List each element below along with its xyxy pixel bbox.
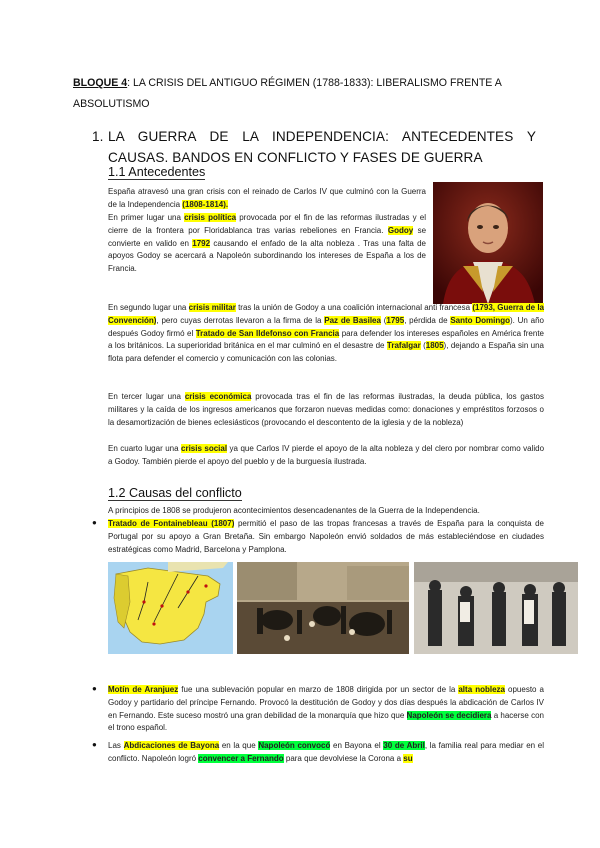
bullet-fontainebleau: Tratado de Fontainebleau (1807) permitió el paso de las tropas francesas a través de España para la conquista de Portugal por su apoyo a Gran Bretaña. Sin embargo Napoleón envió soldados de más estableciéndose en ciudades estratégicas como Madrid, Barcelona y Pamplona. [108,519,545,554]
section-title: LA GUERRA DE LA INDEPENDENCIA: ANTECEDENTES Y CAUSAS. BANDOS EN CONFLICTO Y FASES DE GUERRA [108,129,536,165]
highlight-dates: (1808-1814). [182,199,229,209]
paragraph-causas-intro: A principios de 1808 se produjeron acontecimientos desencadenantes de la Guerra de la Independencia. [108,506,480,515]
document-header [73,73,543,115]
header-title: : LA CRISIS DEL ANTIGUO RÉGIMEN (1788-1833): LIBERALISMO FRENTE A ABSOLUTISMO [73,77,502,110]
bullet-marker: ● [92,518,97,527]
bullet-motin-aranjuez: Motín de Aranjuez fue una sublevación popular en marzo de 1808 dirigida por un sector de la alta nobleza opuesto a Godoy y partidario del príncipe Fernando. Provocó la destitución de Godoy y dos días después la abdicación de Carlos IV en Fernando. Este suceso mostró una gran debilidad de la monarquía que hizo que Napoleón se decidiera a hacerse con el trono español. [108,685,544,733]
godoy-portrait-image [433,182,543,304]
subheading-antecedentes: 1.1 Antecedentes [108,165,206,179]
paragraph-crisis-social: En cuarto lugar una crisis social ya que Carlos IV pierde el apoyo de la alta nobleza y del clero por nombrar como valido a Godoy. También pierde el apoyo del pueblo y de la burguesía ilustrada. [108,444,545,466]
subheading-causas: 1.2 Causas del conflicto [108,486,242,500]
paragraph-crisis-militar: En segundo lugar una crisis militar tras la unión de Godoy a una coalición internacional anti francesa (1793, Guerra de la Convención), pero cuyas derrotas llevaron a la firma de la Paz de Basilea (1795, pérdida de Santo Domingo). Un año después Godoy firmó el Tratado de San Ildefonso con Francia para defender los intereses españoles en América frente a los británicos. La superioridad británica en el mar culminó en el desastre de Trafalgar (1805), dejando a España sin una flota para defender el comercio y comunicación con las colonias. [108,303,545,364]
battle-painting-image [237,562,409,654]
map-of-spain-image [108,562,233,654]
bullet-marker: ● [92,684,97,693]
bloque-label: BLOQUE 4 [73,77,128,89]
bullet-marker: ● [92,740,97,749]
abdication-engraving-image [414,562,578,654]
paragraph-intro: España atravesó una gran crisis con el reinado de Carlos IV que culminó con la Guerra de la Independencia (1808-1814). [108,187,426,209]
paragraph-crisis-politica: En primer lugar una crisis política provocada por el fin de las reformas ilustradas y el cierre de la frontera por Floridablanca tras varias rebeliones en Francia. Godoy se convierte en valido en 1792 causando el enfado de la alta nobleza . Tras una falta de apoyos Godoy se acercará a Napoleón subordinando los intereses de España a los de Francia. [108,213,427,274]
bullet-abdicaciones-bayona: Las Abdicaciones de Bayona en la que Napoleón convocó en Bayona el 30 de Abril, la familia real para mediar en el conflicto. Napoleón logró convencer a Fernando para que devolviese la Corona a su [108,741,545,763]
paragraph-crisis-economica: En tercer lugar una crisis económica provocada tras el fin de las reformas ilustradas, la deuda pública, los gastos militares y la caída de los ingresos americanos que forzaron nuevas medidas como: donaciones y empréstitos forzosos o la desamortización de bienes eclesiásticos (provocando el descontento de la iglesia y de la nobleza) [108,392,545,427]
section-number: 1. [92,129,104,144]
